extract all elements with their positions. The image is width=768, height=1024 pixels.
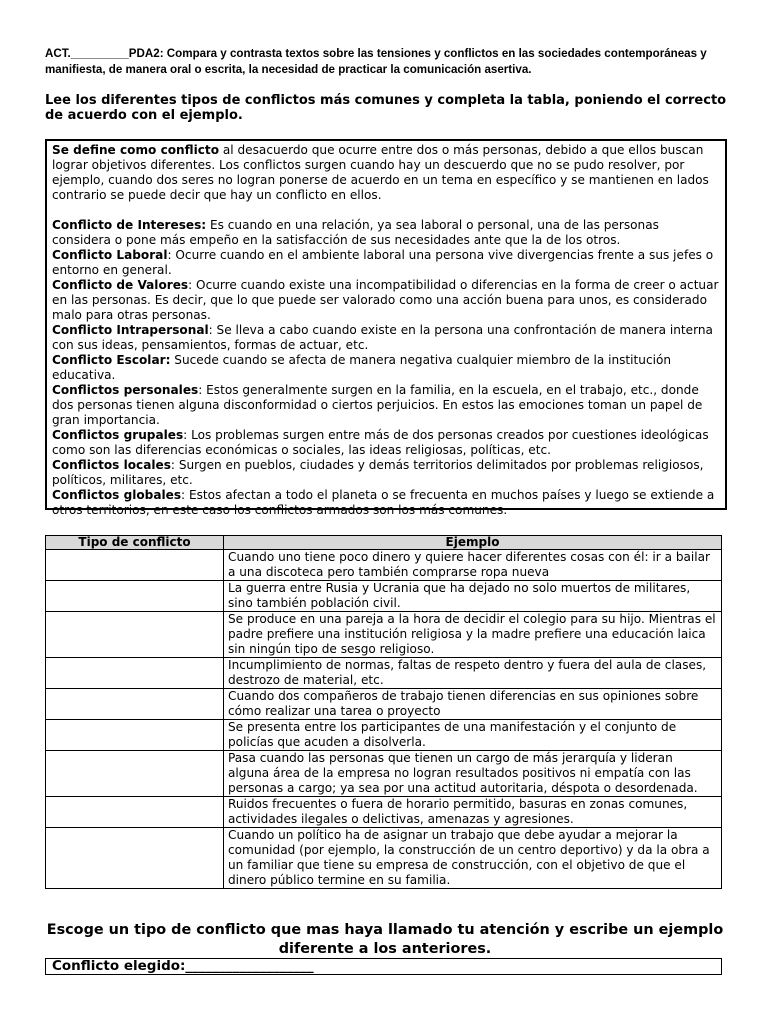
ejemplo-cell: Incumplimiento de normas, faltas de respeto dentro y fuera del aula de clases, destrozo de material, etc. (224, 658, 722, 689)
tipo-answer-cell[interactable] (46, 612, 224, 658)
conflict-term: Conflicto de Valores (52, 278, 189, 292)
conflict-term: Conflictos globales (52, 488, 182, 502)
conflict-type-globales (52, 488, 720, 518)
conflict-term: Conflictos locales (52, 458, 171, 472)
writing-prompt: Escoge un tipo de conflicto que mas haya llamado tu atención y escribe un ejemplo diferente a los anteriores. (46, 922, 724, 957)
ejemplo-cell: Ruidos frecuentes o fuera de horario permitido, basuras en zonas comunes, actividades ilegales o delictivas, amenazas y agresiones. (224, 797, 722, 828)
tipo-answer-cell[interactable] (46, 751, 224, 797)
conflict-description: Es cuando en una relación, ya sea laboral o personal, una de las personas considera o pone más empeño en la satisfacción de sus necesidades ante que la de los otros. (52, 218, 659, 247)
table-row (46, 550, 722, 581)
examples-table (45, 535, 722, 889)
tipo-answer-cell[interactable] (46, 689, 224, 720)
conflict-description: : Estos afectan a todo el planeta o se frecuenta en muchos países y luego se extiende a otros territorios, en este caso los conflictos armados son los más comunes. (52, 488, 715, 517)
table-row (46, 689, 722, 720)
tipo-answer-cell[interactable] (46, 828, 224, 889)
definition-term: Se define como conflicto (52, 143, 220, 157)
table-header-row (46, 536, 722, 550)
column-header-tipo: Tipo de conflicto (46, 536, 224, 550)
conflict-term: Conflicto Intrapersonal (52, 323, 209, 337)
definition-text: al desacuerdo que ocurre entre dos o más personas, debido a que ellos buscan lograr objetivos diferentes. Los conflictos surgen cuando hay un descuerdo que no se pudo resolver, por ejemplo, cuando dos seres no logran ponerse de acuerdo en un tema en específico y se mantienen en lados contrario se puede decir que hay un conflicto en ellos. (52, 143, 709, 202)
conflict-term: Conflictos grupales (52, 428, 184, 442)
ejemplo-cell: Pasa cuando las personas que tienen un cargo de más jerarquía y lideran alguna área de la empresa no logran resultados positivos ni empatía con las personas a cargo; ya sea por una actitud autoritaria, déspota o desordenada. (224, 751, 722, 797)
tipo-answer-cell[interactable] (46, 720, 224, 751)
table-row (46, 751, 722, 797)
tipo-answer-cell[interactable] (46, 581, 224, 612)
conflict-term: Conflicto Escolar: (52, 353, 171, 367)
conflict-description: : Se lleva a cabo cuando existe en la persona una confrontación de manera interna con sus ideas, pensamientos, formas de actuar, etc. (52, 323, 713, 352)
ejemplo-cell: Se produce en una pareja a la hora de decidir el colegio para su hijo. Mientras el padre prefiere una institución religiosa y la madre prefiere una educación laica sin ningún tipo de sesgo religioso. (224, 612, 722, 658)
ejemplo-cell: La guerra entre Rusia y Ucrania que ha dejado no solo muertos de militares, sino también población civil. (224, 581, 722, 612)
conflict-term: Conflicto Laboral (52, 248, 168, 262)
conflict-type-escolar (52, 353, 720, 383)
table-row (46, 658, 722, 689)
conflict-description: : Estos generalmente surgen en la familia, en la escuela, en el trabajo, etc., donde dos personas tienen alguna disconformidad o ciertos perjuicios. En estos las emociones toman un papel de gran importancia. (52, 383, 703, 427)
conflict-type-valores (52, 278, 720, 323)
ejemplo-cell: Se presenta entre los participantes de una manifestación y el conjunto de policías que acuden a disolverla. (224, 720, 722, 751)
conflict-type-locales (52, 458, 720, 488)
conflict-type-personales (52, 383, 720, 428)
conflict-type-laboral (52, 248, 720, 278)
chosen-conflict-label: Conflicto elegido:___________________ (52, 958, 314, 974)
activity-header: ACT._________PDA2: Compara y contrasta textos sobre las tensiones y conflictos en las sociedades contemporáneas y manifiesta, de manera oral o escrita, la necesidad de practicar la comunicación asertiva. (45, 47, 707, 76)
column-header-ejemplo: Ejemplo (224, 536, 722, 550)
conflict-description: : Ocurre cuando en el ambiente laboral una persona vive divergencias frente a sus jefes o entorno en general. (52, 248, 714, 277)
tipo-answer-cell[interactable] (46, 658, 224, 689)
conflict-description: Sucede cuando se afecta de manera negativa cualquier miembro de la institución educativa. (52, 353, 672, 382)
table-row (46, 612, 722, 658)
instruction-text: Lee los diferentes tipos de conflictos más comunes y completa la tabla, poniendo el correcto de acuerdo con el ejemplo. (45, 93, 727, 123)
chosen-conflict-field[interactable] (45, 958, 722, 975)
conflict-term: Conflictos personales (52, 383, 199, 397)
table-row (46, 828, 722, 889)
conflict-type-grupales (52, 428, 720, 458)
conflict-type-intereses (52, 218, 720, 248)
ejemplo-cell: Cuando dos compañeros de trabajo tienen diferencias en sus opiniones sobre cómo realizar una tarea o proyecto (224, 689, 722, 720)
definitions-box (45, 139, 727, 517)
tipo-answer-cell[interactable] (46, 550, 224, 581)
tipo-answer-cell[interactable] (46, 797, 224, 828)
conflict-term: Conflicto de Intereses: (52, 218, 207, 232)
conflict-type-intrapersonal (52, 323, 720, 353)
conflict-description: : Surgen en pueblos, ciudades y demás territorios delimitados por problemas religiosos, políticos, militares, etc. (52, 458, 704, 487)
table-row (46, 797, 722, 828)
ejemplo-cell: Cuando uno tiene poco dinero y quiere hacer diferentes cosas con él: ir a bailar a una discoteca pero también comprarse ropa nueva (224, 550, 722, 581)
table-row (46, 581, 722, 612)
definition-paragraph (52, 143, 720, 203)
ejemplo-cell: Cuando un político ha de asignar un trabajo que debe ayudar a mejorar la comunidad (por ejemplo, la construcción de un centro deportivo) y da la obra a un familiar que tiene su empresa de construcción, con el objetivo de que el dinero público termine en su familia. (224, 828, 722, 889)
conflict-description: : Los problemas surgen entre más de dos personas creados por cuestiones ideológicas como son las diferencias económicas o sociales, las ideas religiosas, políticas, etc. (52, 428, 709, 457)
conflict-description: : Ocurre cuando existe una incompatibilidad o diferencias en la forma de creer o actuar en las personas. Es decir, que lo que puede ser valorado como una acción buena para unos, es considerado malo para otras personas. (52, 278, 719, 322)
table-row (46, 720, 722, 751)
